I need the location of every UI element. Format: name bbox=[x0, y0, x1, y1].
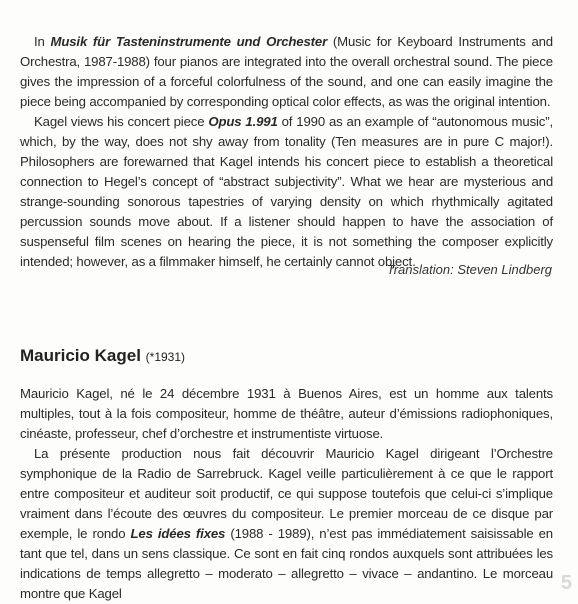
text-span: Kagel views his concert piece bbox=[34, 114, 209, 129]
paragraph-musik-fur-tasteninstrumente bbox=[20, 32, 553, 112]
work-title: Opus 1.991 bbox=[208, 114, 278, 129]
page-number: 5 bbox=[560, 572, 572, 594]
work-title: Musik für Tasteninstrumente und Orchester bbox=[50, 34, 328, 49]
text-span: La présente production nous fait découvrir Mauricio Kagel dirigeant l’Orchestre symphonique de la Radio de Sarrebruck. Kagel veille particulièrement à ce que le rapport entre compositeur et auditeur soit productif, ce qui suppose toutefois que celui-ci s’implique vraiment dans l’écoute des œuvres du compositeur. Le premier morceau de ce disque par exemple, le rondo bbox=[20, 446, 553, 541]
section-heading bbox=[20, 346, 185, 366]
text-span: (1988 - 1989), n’est pas immédiatement saisissable en tant que tel, dans un sens classique. Ce sont en fait cinq rondos auxquels sont attribuées les indications de temps allegretto – moderato – allegretto – vivace – andantino. Le morceau montre que Kagel bbox=[20, 526, 553, 601]
paragraph-les-idees-fixes bbox=[20, 444, 553, 604]
heading-name: Mauricio Kagel bbox=[20, 346, 141, 365]
english-text-block bbox=[20, 32, 553, 272]
text-span: of 1990 as an example of “autonomous music”, which, by the way, does not shy away from tonality (Ten measures are in pure C major!). Philosophers are forewarned that Kagel intends his concert piece to establish a theoretical connection to Hegel’s concept of “abstract subjectivity”. What we hear are mysterious and strange-sounding sonorous tapestries of varying density on which rhythmically agitated percussion sounds move about. If a listener should happen to have the association of suspenseful film scenes on hearing the piece, it is not something the composer explicitly intended; however, as a filmmaker himself, he certainly cannot object. bbox=[20, 114, 553, 269]
paragraph-opus-1991 bbox=[20, 112, 553, 272]
text-span: (Music for Keyboard Instruments and Orchestra, 1987-1988) four pianos are integrated into the overall orchestral sound. The piece gives the impression of a forceful colorfulness of the sound, and one can easily imagine the piece being accompanied by corresponding optical color effects, as was the original intention. bbox=[20, 34, 553, 109]
paragraph-biography: Mauricio Kagel, né le 24 décembre 1931 à Buenos Aires, est un homme aux talents multiples, tout à la fois compositeur, homme de théâtre, auteur d’émissions radiophoniques, cinéaste, professeur, chef d’orchestre et instrumentiste virtuose. bbox=[20, 386, 553, 441]
work-title: Les idées fixes bbox=[130, 526, 226, 541]
translation-credit: Translation: Steven Lindberg bbox=[386, 262, 552, 277]
heading-birth-year: (*1931) bbox=[145, 350, 186, 364]
text-span: In bbox=[34, 34, 51, 49]
french-text-block bbox=[20, 384, 553, 604]
